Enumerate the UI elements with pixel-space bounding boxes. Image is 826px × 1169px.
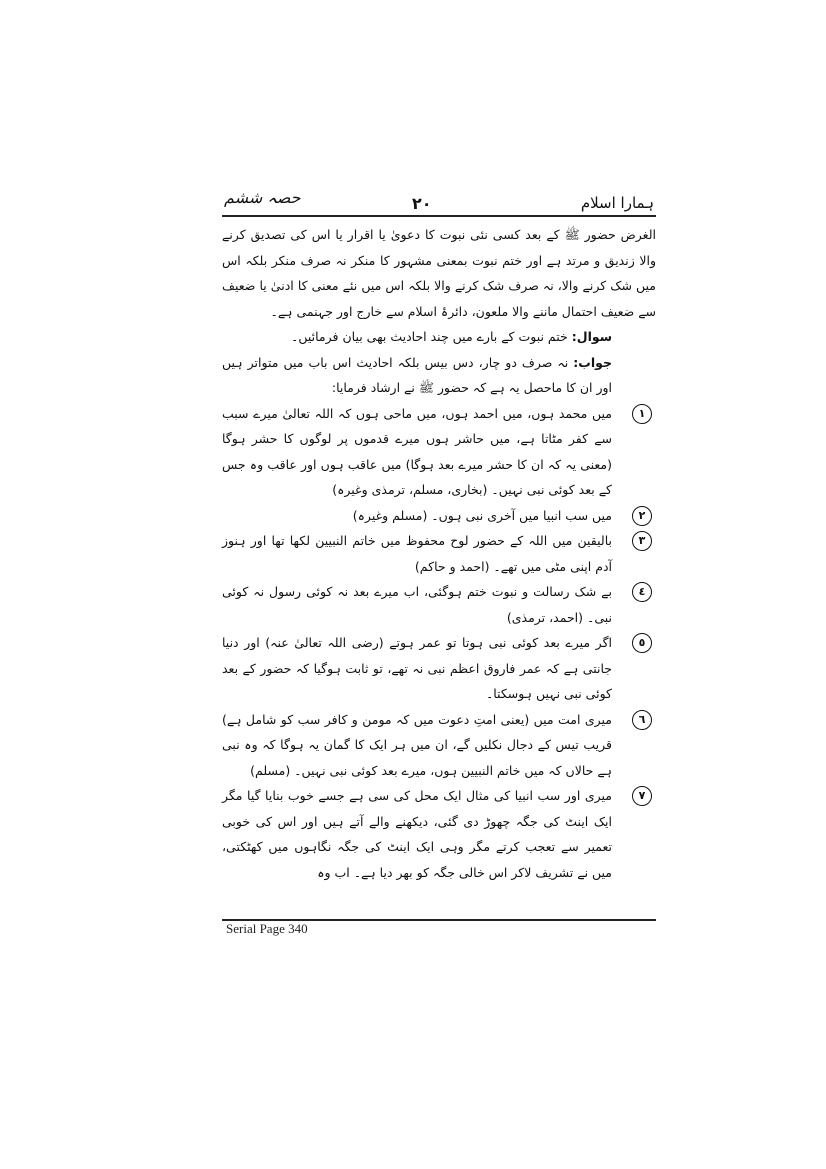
hadith-item [222,630,656,707]
hadith-text: میری امت میں (یعنی امتِ دعوت میں کہ مومن و کافر سب کو شامل ہے) قریب تیس کے دجال نکلیں گے، ان میں ہر ایک کا گمان یہ ہوگا کہ وہ نبی ہے حالاں کہ میں خاتم النبیین ہوں، میرے بعد کوئی نبی نہیں۔ (مسلم) [222,711,612,778]
header-rule [222,215,656,217]
circled-number: ٢ [632,506,652,526]
circled-number: ٥ [632,633,652,653]
book-page [222,188,656,908]
hadith-text: میں محمد ہوں، میں احمد ہوں، میں ماحی ہوں کہ اللہ تعالیٰ میرے سبب سے کفر مٹاتا ہے، میں حاشر ہوں میرے قدموں پر لوگوں کا حشر ہوگا (معنی یہ کہ ان کا حشر میرے بعد ہوگا) میں عاقب ہوں اور عاقب وہ جس کے بعد کوئی نبی نہیں۔ (بخاری، مسلم، ترمذی وغیرہ) [222,405,612,497]
serial-page-label: Serial Page 340 [226,921,308,936]
page-header [222,188,656,216]
question-text: ختم نبوت کے بارے میں چند احادیث بھی بیان فرمائیں۔ [291,329,568,344]
part-title: حصہ ششم [224,188,301,207]
hadith-text: اگر میرے بعد کوئی نبی ہوتا تو عمر ہوتے (رضی اللہ تعالیٰ عنہ) اور دنیا جانتی ہے کہ عمر فاروق اعظم نبی نہ تھے، تو ثابت ہوگیا کہ حضور کے بعد کوئی نبی نہیں ہوسکتا۔ [222,635,612,701]
circled-number: ٦ [632,710,652,730]
hadith-item [222,528,656,579]
hadith-text: میری اور سب انبیا کی مثال ایک محل کی سی ہے جسے خوب بنایا گیا مگر ایک اینٹ کی جگہ چھوڑ دی گئی، دیکھنے والے آتے ہیں اور اس کی خوبی تعمیر سے تعجب کرتے مگر وہی ایک اینٹ کی جگہ نگاہوں میں کھٹکتی، میں نے تشریف لاکر اس خالی جگہ کو بھر دیا ہے۔ اب وہ [222,788,612,880]
hadith-text: بے شک رسالت و نبوت ختم ہوگئی، اب میرے بعد نہ کوئی رسول نہ کوئی نبی۔ (احمد، ترمذی) [222,584,612,625]
answer-text: نہ صرف دو چار، دس بیس بلکہ احادیث اس باب میں متواتر ہیں اور ان کا ماحصل یہ ہے کہ حضور ﷺ نے ارشاد فرمایا: [222,354,612,395]
circled-number: ٧ [632,786,652,806]
hadith-item [222,707,656,784]
circled-number: ٤ [632,582,652,602]
hadith-item [222,579,656,630]
answer-paragraph [222,350,656,401]
book-title: ہمارا اسلام [580,194,654,212]
circled-number: ١ [632,404,652,424]
hadith-item [222,783,656,885]
question-label: سوال: [571,329,612,344]
page-number: ۲۰ [412,194,432,213]
page-body [222,222,656,885]
hadith-text: بالیقین میں اللہ کے حضور لوح محفوظ میں خاتم النبیین لکھا تھا اور ہنوز آدم اپنی مٹی میں تھے۔ (احمد و حاکم) [222,533,612,574]
hadith-item [222,503,656,529]
hadith-item [222,401,656,503]
circled-number: ٣ [632,531,652,551]
question-paragraph [222,324,656,350]
hadith-text: میں سب انبیا میں آخری نبی ہوں۔ (مسلم وغیرہ) [352,507,612,523]
answer-label: جواب: [573,354,612,370]
intro-paragraph: الغرض حضور ﷺ کے بعد کسی نئی نبوت کا دعویٰ یا اقرار یا اس کی تصدیق کرنے والا زندیق و مرتد ہے اور ختم نبوت بمعنی مشہور کا منکر نہ صرف منکر بلکہ اس میں شک کرنے والا، نہ صرف شک کرنے والا بلکہ اس میں نئے معنی کا ادنیٰ یا ضعیف سے ضعیف احتمال ماننے والا ملعون، دائرۂ اسلام سے خارج اور جہنمی ہے۔ [222,227,656,319]
